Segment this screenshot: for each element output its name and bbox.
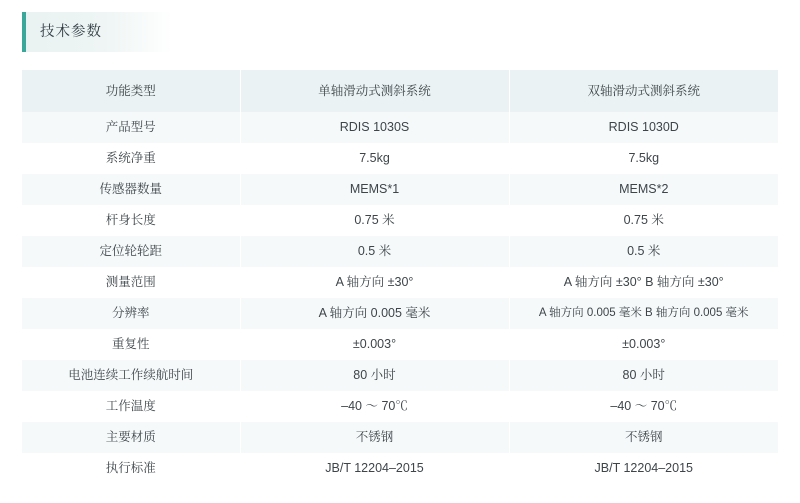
row-label: 定位轮轮距 — [22, 236, 240, 267]
column-header-dual-axis: 双轴滑动式测斜系统 — [509, 70, 778, 112]
table-row — [22, 453, 778, 484]
table-row — [22, 174, 778, 205]
section-header — [22, 12, 172, 52]
row-value-single: ±0.003° — [240, 329, 509, 360]
row-label: 执行标准 — [22, 453, 240, 484]
row-label: 系统净重 — [22, 143, 240, 174]
row-value-single: 80 小时 — [240, 360, 509, 391]
table-body — [22, 112, 778, 484]
row-label: 重复性 — [22, 329, 240, 360]
table-row — [22, 112, 778, 143]
row-value-single: JB/T 12204–2015 — [240, 453, 509, 484]
table-row — [22, 236, 778, 267]
row-label: 杆身长度 — [22, 205, 240, 236]
row-value-dual: A 轴方向 0.005 毫米 B 轴方向 0.005 毫米 — [509, 298, 778, 329]
row-value-dual: JB/T 12204–2015 — [509, 453, 778, 484]
table-header-row — [22, 70, 778, 112]
row-label: 主要材质 — [22, 422, 240, 453]
table-row — [22, 360, 778, 391]
row-value-dual: ±0.003° — [509, 329, 778, 360]
row-value-single: 不锈钢 — [240, 422, 509, 453]
row-value-single: –40 ～ 70℃ — [240, 391, 509, 422]
column-header-single-axis: 单轴滑动式测斜系统 — [240, 70, 509, 112]
table-row — [22, 298, 778, 329]
row-label: 电池连续工作续航时间 — [22, 360, 240, 391]
table-row — [22, 205, 778, 236]
row-value-dual: MEMS*2 — [509, 174, 778, 205]
row-value-single: RDIS 1030S — [240, 112, 509, 143]
page-title: 技术参数 — [40, 23, 102, 40]
row-value-dual: –40 ～ 70℃ — [509, 391, 778, 422]
row-label: 工作温度 — [22, 391, 240, 422]
row-value-dual: A 轴方向 ±30° B 轴方向 ±30° — [509, 267, 778, 298]
row-label: 产品型号 — [22, 112, 240, 143]
row-value-dual: 0.5 米 — [509, 236, 778, 267]
row-value-dual: 0.75 米 — [509, 205, 778, 236]
row-value-single: A 轴方向 ±30° — [240, 267, 509, 298]
row-value-single: 7.5kg — [240, 143, 509, 174]
table-head — [22, 70, 778, 112]
spec-table-wrapper — [22, 70, 778, 484]
table-row — [22, 267, 778, 298]
row-label: 测量范围 — [22, 267, 240, 298]
table-row — [22, 143, 778, 174]
table-row — [22, 329, 778, 360]
row-value-single: 0.5 米 — [240, 236, 509, 267]
row-value-single: MEMS*1 — [240, 174, 509, 205]
row-value-dual: RDIS 1030D — [509, 112, 778, 143]
row-value-dual: 80 小时 — [509, 360, 778, 391]
row-value-dual: 7.5kg — [509, 143, 778, 174]
row-value-single: A 轴方向 0.005 毫米 — [240, 298, 509, 329]
row-value-single: 0.75 米 — [240, 205, 509, 236]
spec-table — [22, 70, 778, 484]
row-label: 分辨率 — [22, 298, 240, 329]
row-label: 传感器数量 — [22, 174, 240, 205]
table-row — [22, 422, 778, 453]
column-header-category: 功能类型 — [22, 70, 240, 112]
table-row — [22, 391, 778, 422]
row-value-dual: 不锈钢 — [509, 422, 778, 453]
